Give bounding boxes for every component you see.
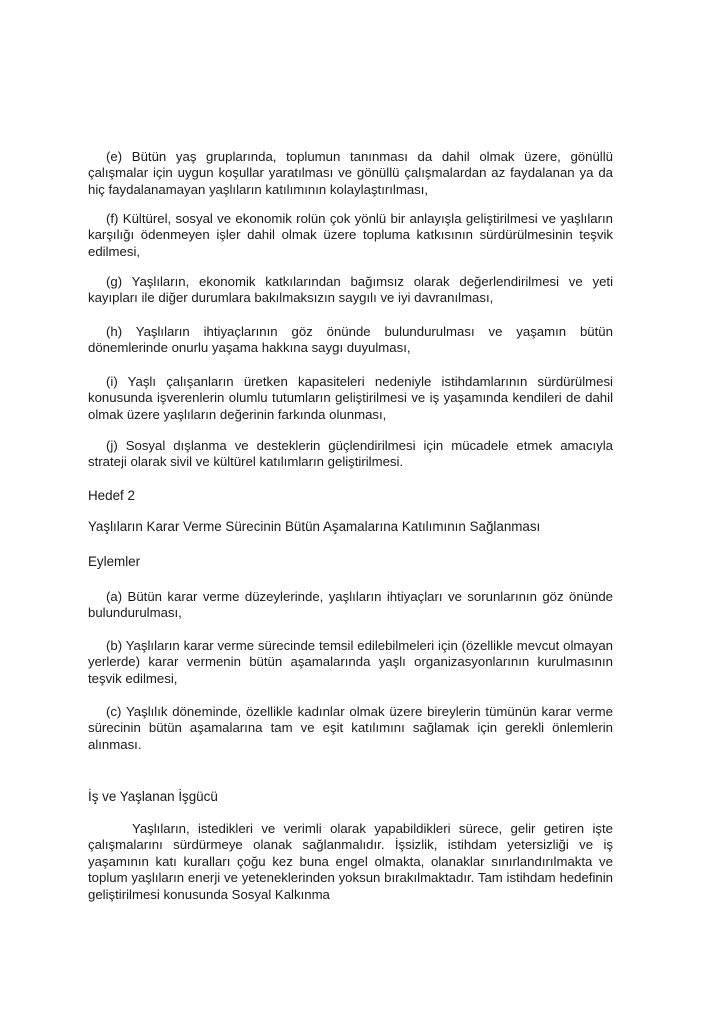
- item-text: Bütün karar verme düzeylerinde, yaşlıların ihtiyaçları ve sorunlarının göz önünde bulundurulması,: [88, 589, 613, 621]
- item-text: Kültürel, sosyal ve ekonomik rolün çok yönlü bir anlayışla geliştirilmesi ve yaşlıların karşılığı ödenmeyen işler dahil olmak üzere topluma katkısının sürdürülmesinin teşvik edilmesi,: [88, 211, 613, 259]
- list-item-f: [88, 211, 613, 260]
- section-heading: İş ve Yaşlanan İşgücü: [88, 789, 218, 804]
- paragraph-text: Yaşlıların, istedikleri ve verimli olarak yapabildikleri sürece, gelir getiren işte çalışmalarını sürdürmeye olanak sağlanmalıdır. İşsizlik, istihdam yetersizliği ve iş yaşamının katı kuralları çoğu kez buna engel olmakta, olanaklar sınırlandırılmakta ve toplum yaşlıların enerji ve yeteneklerinden yoksun bırakılmaktadır. Tam istihdam hedefinin geliştirilmesi konusunda Sosyal Kalkınma: [88, 821, 613, 902]
- item-text: Sosyal dışlanma ve desteklerin güçlendirilmesi için mücadele etmek amacıyla strateji olarak sivil ve kültürel katılımların geliştirilmesi.: [88, 438, 613, 470]
- item-label: (b): [106, 638, 123, 653]
- actions-label: Eylemler: [88, 554, 141, 569]
- item-text: Yaşlıların ihtiyaçlarının göz önünde bulundurulması ve yaşamın bütün dönemlerinde onurlu yaşama hakkına saygı duyulması,: [88, 324, 613, 356]
- list-item-g: [88, 274, 613, 307]
- item-label: (a): [106, 589, 123, 604]
- list-item-h: [88, 324, 613, 357]
- list-item-e: [88, 149, 613, 198]
- list-item-i: [88, 374, 613, 423]
- item-text: Bütün yaş gruplarında, toplumun tanınması da dahil olmak üzere, gönüllü çalışmalar için uygun koşullar yaratılması ve gönüllü çalışmalardan az faydalanan ya da hiç faydalanamayan yaşlıların katılımının kolaylaştırılması,: [88, 149, 614, 197]
- item-text: Yaşlılık döneminde, özellikle kadınlar olmak üzere bireylerin tümünün karar verme sürecinin bütün aşamalarına tam ve eşit katılımını sağlamak için gerekli önlemlerin alınması.: [88, 704, 613, 752]
- item-label: (c): [106, 704, 122, 719]
- list-item-b: [88, 638, 613, 687]
- goal-label: Hedef 2: [88, 488, 135, 503]
- list-item-c: [88, 704, 613, 753]
- item-label: (i): [106, 374, 118, 389]
- item-label: (g): [106, 274, 123, 289]
- item-label: (h): [106, 324, 123, 339]
- list-item-a: [88, 589, 613, 622]
- item-label: (f): [106, 211, 119, 226]
- item-text: Yaşlıların, ekonomik katkılarından bağımsız olarak değerlendirilmesi ve yeti kayıpları ile diğer durumlara bakılmaksızın saygılı ve iyi davranılması,: [88, 274, 613, 306]
- item-text: Yaşlıların karar verme sürecinde temsil edilebilmeleri için (özellikle mevcut olmayan yerlerde) karar vermenin bütün aşamalarında yaşlı organizasyonlarının kurulmasının teşvik edilmesi,: [88, 638, 613, 686]
- item-label: (e): [106, 149, 123, 164]
- list-item-j: [88, 438, 613, 471]
- goal-title: Yaşlıların Karar Verme Sürecinin Bütün Aşamalarına Katılımının Sağlanması: [88, 519, 541, 534]
- item-text: Yaşlı çalışanların üretken kapasiteleri nedeniyle istihdamlarının sürdürülmesi konusunda işverenlerin olumlu tutumların geliştirilmesi ve iş yaşamında kendileri de dahil olmak üzere yaşlıların değerinin farkında olunması,: [88, 374, 613, 422]
- item-label: (j): [106, 438, 118, 453]
- section-paragraph: [88, 821, 613, 903]
